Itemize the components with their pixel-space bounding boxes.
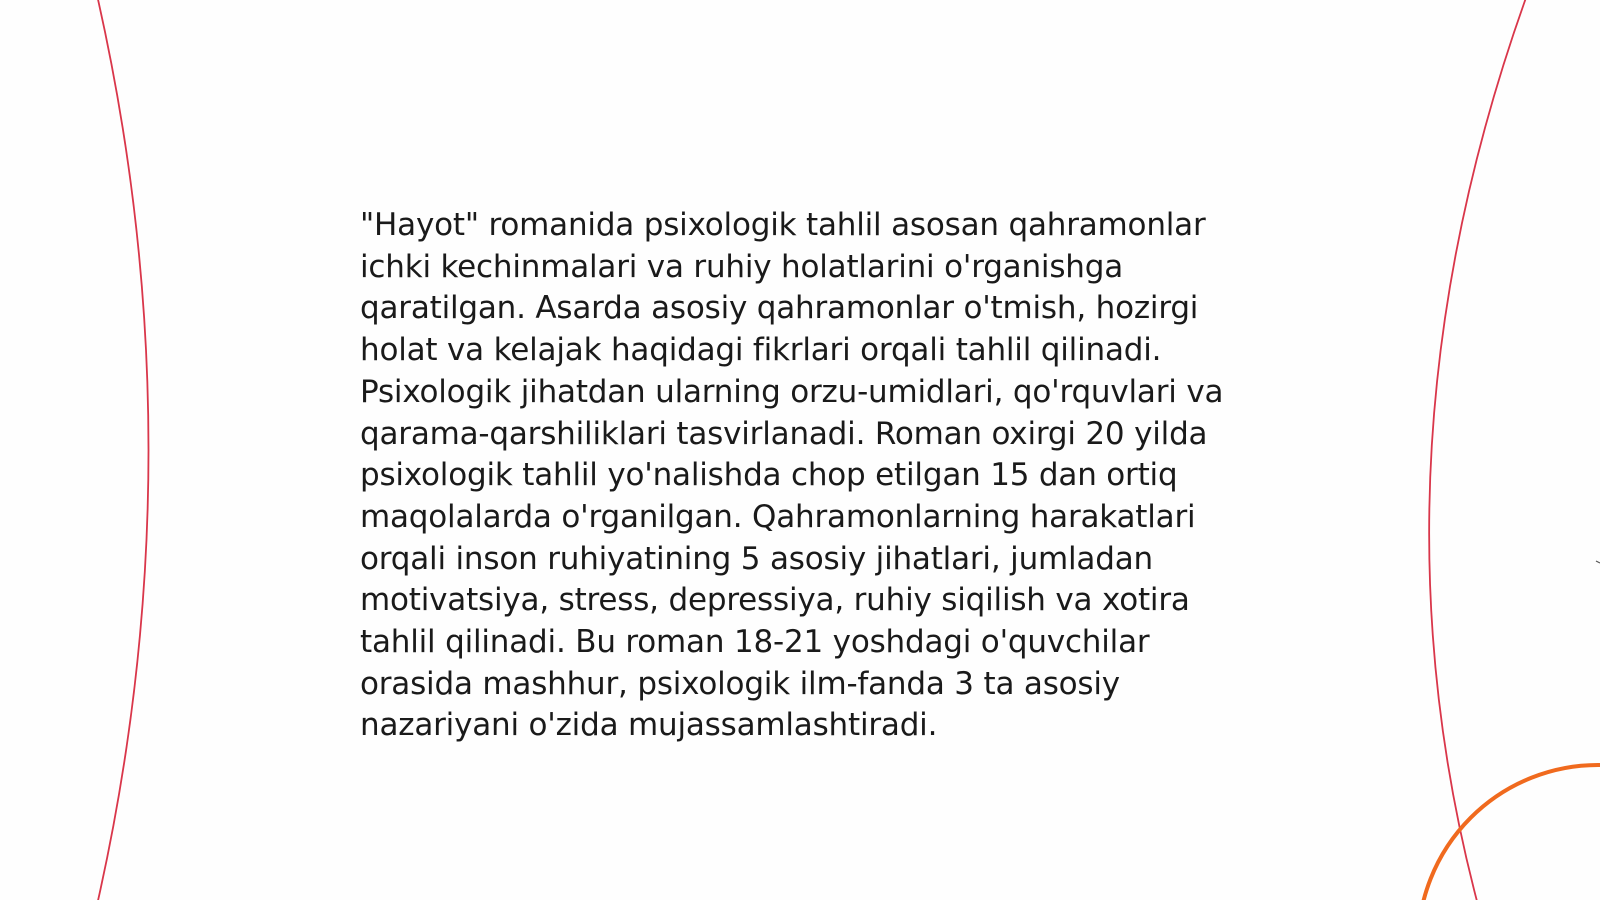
orange-ring — [1418, 765, 1600, 900]
body-paragraph: "Hayot" romanida psixologik tahlil asosan qahramonlar ichki kechinmalari va ruhiy holatlarini o'rganishga qaratilgan. Asarda asosiy qahramonlar o'tmish, hozirgi holat va kelajak haqidagi fikrlari orqali tahlil qilinadi. Psixologik jihatdan ularning orzu-umidlari, qo'rquvlari va qarama-qarshiliklari tasvirlanadi. Roman oxirgi 20 yilda psixologik tahlil yo'nalishda chop etilgan 15 dan ortiq maqolalarda o'rganilgan. Qahramonlarning harakatlari orqali inson ruhiyatining 5 asosiy jihatlari, jumladan motivatsiya, stress, depressiya, ruhiy siqilish va xotira tahlil qilinadi. Bu roman 18-21 yoshdagi o'quvchilar orasida mashhur, psixologik ilm-fanda 3 ta asosiy nazariyani o'zida mujassamlashtiradi. — [360, 207, 1224, 744]
left-curve — [97, 0, 149, 900]
right-edge-tick — [1596, 561, 1600, 563]
right-curve — [1429, 0, 1527, 900]
